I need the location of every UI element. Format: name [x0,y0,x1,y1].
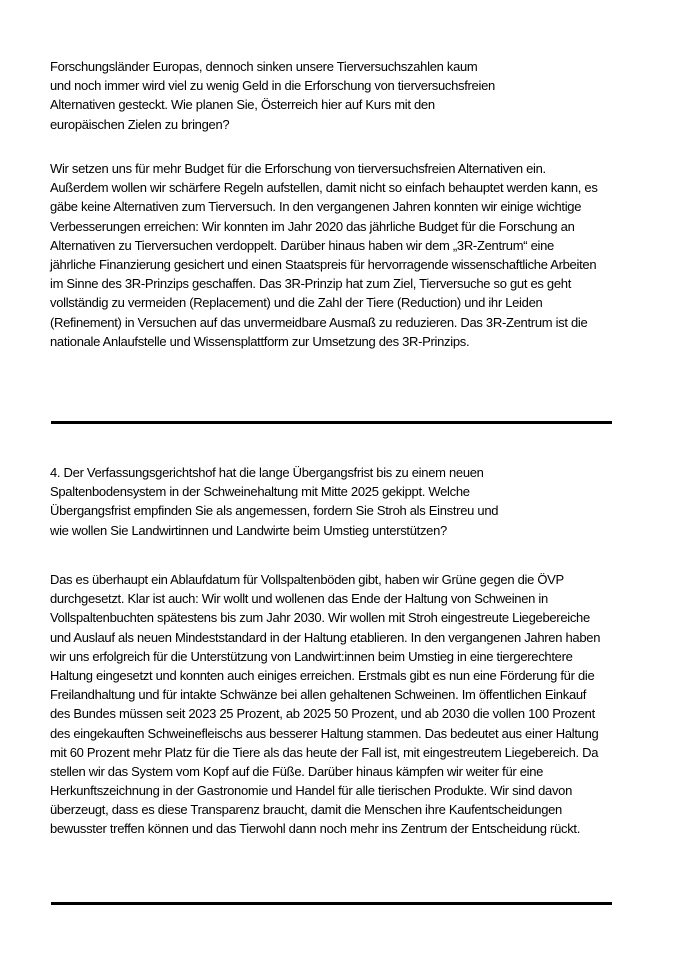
text-line: des Bundes müssen seit 2023 25 Prozent, ab 2025 50 Prozent, und ab 2030 die vollen 100 Prozent [50,706,595,722]
text-line: Herkunftszeichnung in der Gastronomie und Handel für alle tierischen Produkte. Wir sind davon [50,783,572,799]
text-line: Das es überhaupt ein Ablaufdatum für Vollspaltenböden gibt, haben wir Grüne gegen die ÖVP [50,572,564,587]
text-line: Wir setzen uns für mehr Budget für die Erforschung von tierversuchsfreien Alternativen ein. [50,161,546,176]
text-line: gäbe keine Alternativen zum Tierversuch. In den vergangenen Jahren konnten wir einige wichtige [50,199,582,215]
text-line: wir uns erfolgreich für die Unterstützung von Landwirt:innen beim Umstieg in eine tiergerechtere [50,648,573,664]
text-line: europäischen Zielen zu bringen? [50,116,230,132]
text-line: jährliche Finanzierung gesichert und einen Staatspreis für hervorragende wissenschaftliche Arbeiten [50,256,597,272]
text-line: Vollspaltenbuchten spätestens bis zum Jahr 2030. Wir wollen mit Stroh eingestreute Liegebereiche [50,610,590,626]
text-line: Spaltenbodensystem in der Schweinehaltung mit Mitte 2025 gekippt. Welche [50,484,470,500]
answer-3 [50,159,598,351]
text-line: vollständig zu vermeiden (Replacement) und die Zahl der Tiere (Reduction) und ihr Leiden [50,295,543,311]
text-line: Außerdem wollen wir schärfere Regeln aufstellen, damit nicht so einfach behauptet werden kann, es [50,180,598,196]
text-line: im Sinne des 3R-Prinzips geschaffen. Das 3R-Prinzip hat zum Ziel, Tierversuche so gut es geht [50,276,572,292]
text-line: (Refinement) in Versuchen auf das unvermeidbare Ausmaß zu reduzieren. Das 3R-Zentrum ist die [50,314,588,330]
section-divider-1 [51,421,612,424]
text-line: stellen wir das System vom Kopf auf die Füße. Darüber hinaus kämpfen wir weiter für eine [50,763,544,779]
text-line: Alternativen gesteckt. Wie planen Sie, Österreich hier auf Kurs mit den [50,97,435,113]
text-line: des eingekauften Schweinefleischs aus besserer Haltung stammen. Das bedeutet aus einer Haltung [50,725,599,741]
text-line: wie wollen Sie Landwirtinnen und Landwirte beim Umstieg unterstützen? [50,522,447,538]
section-divider-2 [51,902,612,905]
text-line: Forschungsländer Europas, dennoch sinken unsere Tierversuchszahlen kaum [50,59,478,74]
text-line: Alternativen zu Tierversuchen verdoppelt. Darüber hinaus haben wir dem „3R-Zentrum“ eine [50,237,554,253]
text-line: und noch immer wird viel zu wenig Geld in die Erforschung von tierversuchsfreien [50,78,495,94]
text-line: Verbesserungen erreichen: Wir konnten im Jahr 2020 das jährliche Budget für die Forschung an [50,218,575,234]
text-line: überzeugt, dass es diese Transparenz braucht, damit die Menschen ihre Kaufentscheidungen [50,802,562,818]
text-line: Freilandhaltung und für intakte Schwänze bei allen gehaltenen Schweinen. Im öffentlichen Einkauf [50,687,587,703]
text-line: durchgesetzt. Klar ist auch: Wir wollt und wollenen das Ende der Haltung von Schweinen in [50,591,548,607]
text-line: Übergangsfrist empfinden Sie als angemessen, fordern Sie Stroh als Einstreu und [50,503,499,519]
question-4 [50,463,498,540]
text-line: bewusster treffen können und das Tierwohl dann noch mehr ins Zentrum der Entscheidung rückt. [50,821,581,837]
text-line: Haltung eingesetzt und konnten auch einiges erreichen. Erstmals gibt es nun eine Förderung für die [50,667,595,683]
text-line: 4. Der Verfassungsgerichtshof hat die lange Übergangsfrist bis zu einem neuen [50,465,484,480]
text-line: und Auslauf als neuen Mindeststandard in der Haltung etablieren. In den vergangenen Jahren haben [50,629,601,645]
text-line: nationale Anlaufstelle und Wissensplattform zur Umsetzung des 3R-Prinzips. [50,333,470,349]
answer-4 [50,570,600,839]
text-line: mit 60 Prozent mehr Platz für die Tiere als das heute der Fall ist, mit eingestreutem Liegebereich. Da [50,744,599,760]
question-3-continuation [50,57,495,134]
